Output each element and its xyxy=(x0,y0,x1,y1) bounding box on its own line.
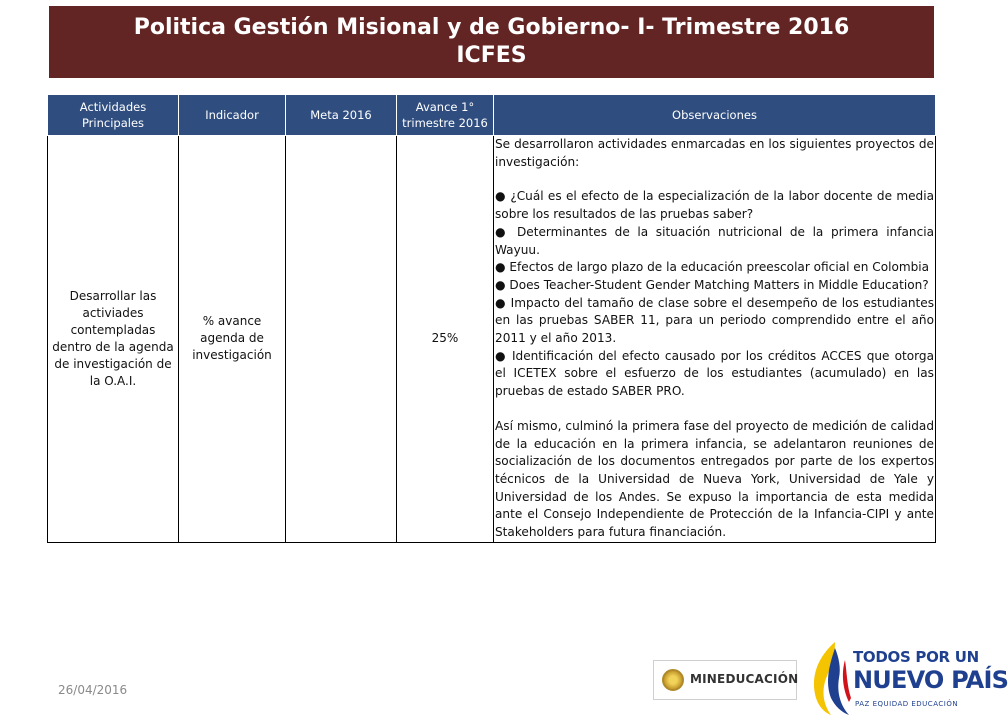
tpn-logo-line3: PAZ EQUIDAD EDUCACIÓN xyxy=(855,700,959,708)
tpn-logo-line2: NUEVO PAÍS xyxy=(853,666,1008,694)
header-actividades: Actividades Principales xyxy=(48,95,179,136)
obs-item: ● Does Teacher-Student Gender Matching Matters in Middle Education? xyxy=(495,277,929,292)
tpn-logo-line1: TODOS POR UN xyxy=(853,648,979,666)
obs-closing: Así mismo, culminó la primera fase del proyecto de medición de calidad de la educación en la primera infancia, se adelantaron reuniones de socialización de los documentos entregados por parte de los expertos técnicos de la Universidad de Nueva York, Universidad de Yale y Universidad de los Andes. Se expuso la importancia de esta medida ante el Consejo Independiente de Protección de la Infancia-CIPI y ante Stakeholders para futura financiación. xyxy=(495,418,934,540)
cell-indicador: % avance agenda de investigación xyxy=(179,136,286,543)
header-observaciones: Observaciones xyxy=(494,95,936,136)
cell-observaciones xyxy=(494,136,936,543)
cell-actividad: Desarrollar las activiades contempladas dentro de la agenda de investigación de la O.A.I. xyxy=(48,136,179,543)
obs-intro: Se desarrollaron actividades enmarcadas en los siguientes proyectos de investigación: xyxy=(495,137,934,169)
table-header-row xyxy=(48,95,936,136)
header-meta: Meta 2016 xyxy=(286,95,397,136)
obs-item: ● Efectos de largo plazo de la educación preescolar oficial en Colombia xyxy=(495,260,930,275)
tricolor-wave-icon xyxy=(805,640,851,716)
coat-of-arms-icon xyxy=(662,669,684,691)
obs-item: ● ¿Cuál es el efecto de la especialización de la labor docente de media sobre los resultados de las pruebas saber? xyxy=(495,189,934,222)
obs-item: ● Impacto del tamaño de clase sobre el desempeño de los estudiantes en las pruebas SABER 11, para un periodo comprendido entre el año 2011 y el año 2013. xyxy=(495,295,934,346)
table-row xyxy=(48,136,936,543)
cell-meta xyxy=(286,136,397,543)
obs-item: ● Determinantes de la situación nutricional de la primera infancia Wayuu. xyxy=(495,224,934,257)
obs-item: ● Identificación del efecto causado por los créditos ACCES que otorga el ICETEX sobre el esfuerzo de los estudiantes (acumulado) en las pruebas de estado SABER PRO. xyxy=(495,348,934,399)
header-indicador: Indicador xyxy=(179,95,286,136)
slide-date: 26/04/2016 xyxy=(58,683,128,697)
mineducacion-logo-text: MINEDUCACIÓN xyxy=(690,672,799,686)
slide-title: Politica Gestión Misional y de Gobierno- I- Trimestre 2016 xyxy=(133,15,850,40)
header-avance: Avance 1° trimestre 2016 xyxy=(397,95,494,136)
slide-subtitle: ICFES xyxy=(456,43,527,68)
cell-avance: 25% xyxy=(397,136,494,543)
mineducacion-logo xyxy=(653,660,797,700)
activities-table xyxy=(47,94,936,543)
todos-por-un-nuevo-pais-logo xyxy=(805,640,1008,716)
slide-title-banner xyxy=(49,6,934,78)
